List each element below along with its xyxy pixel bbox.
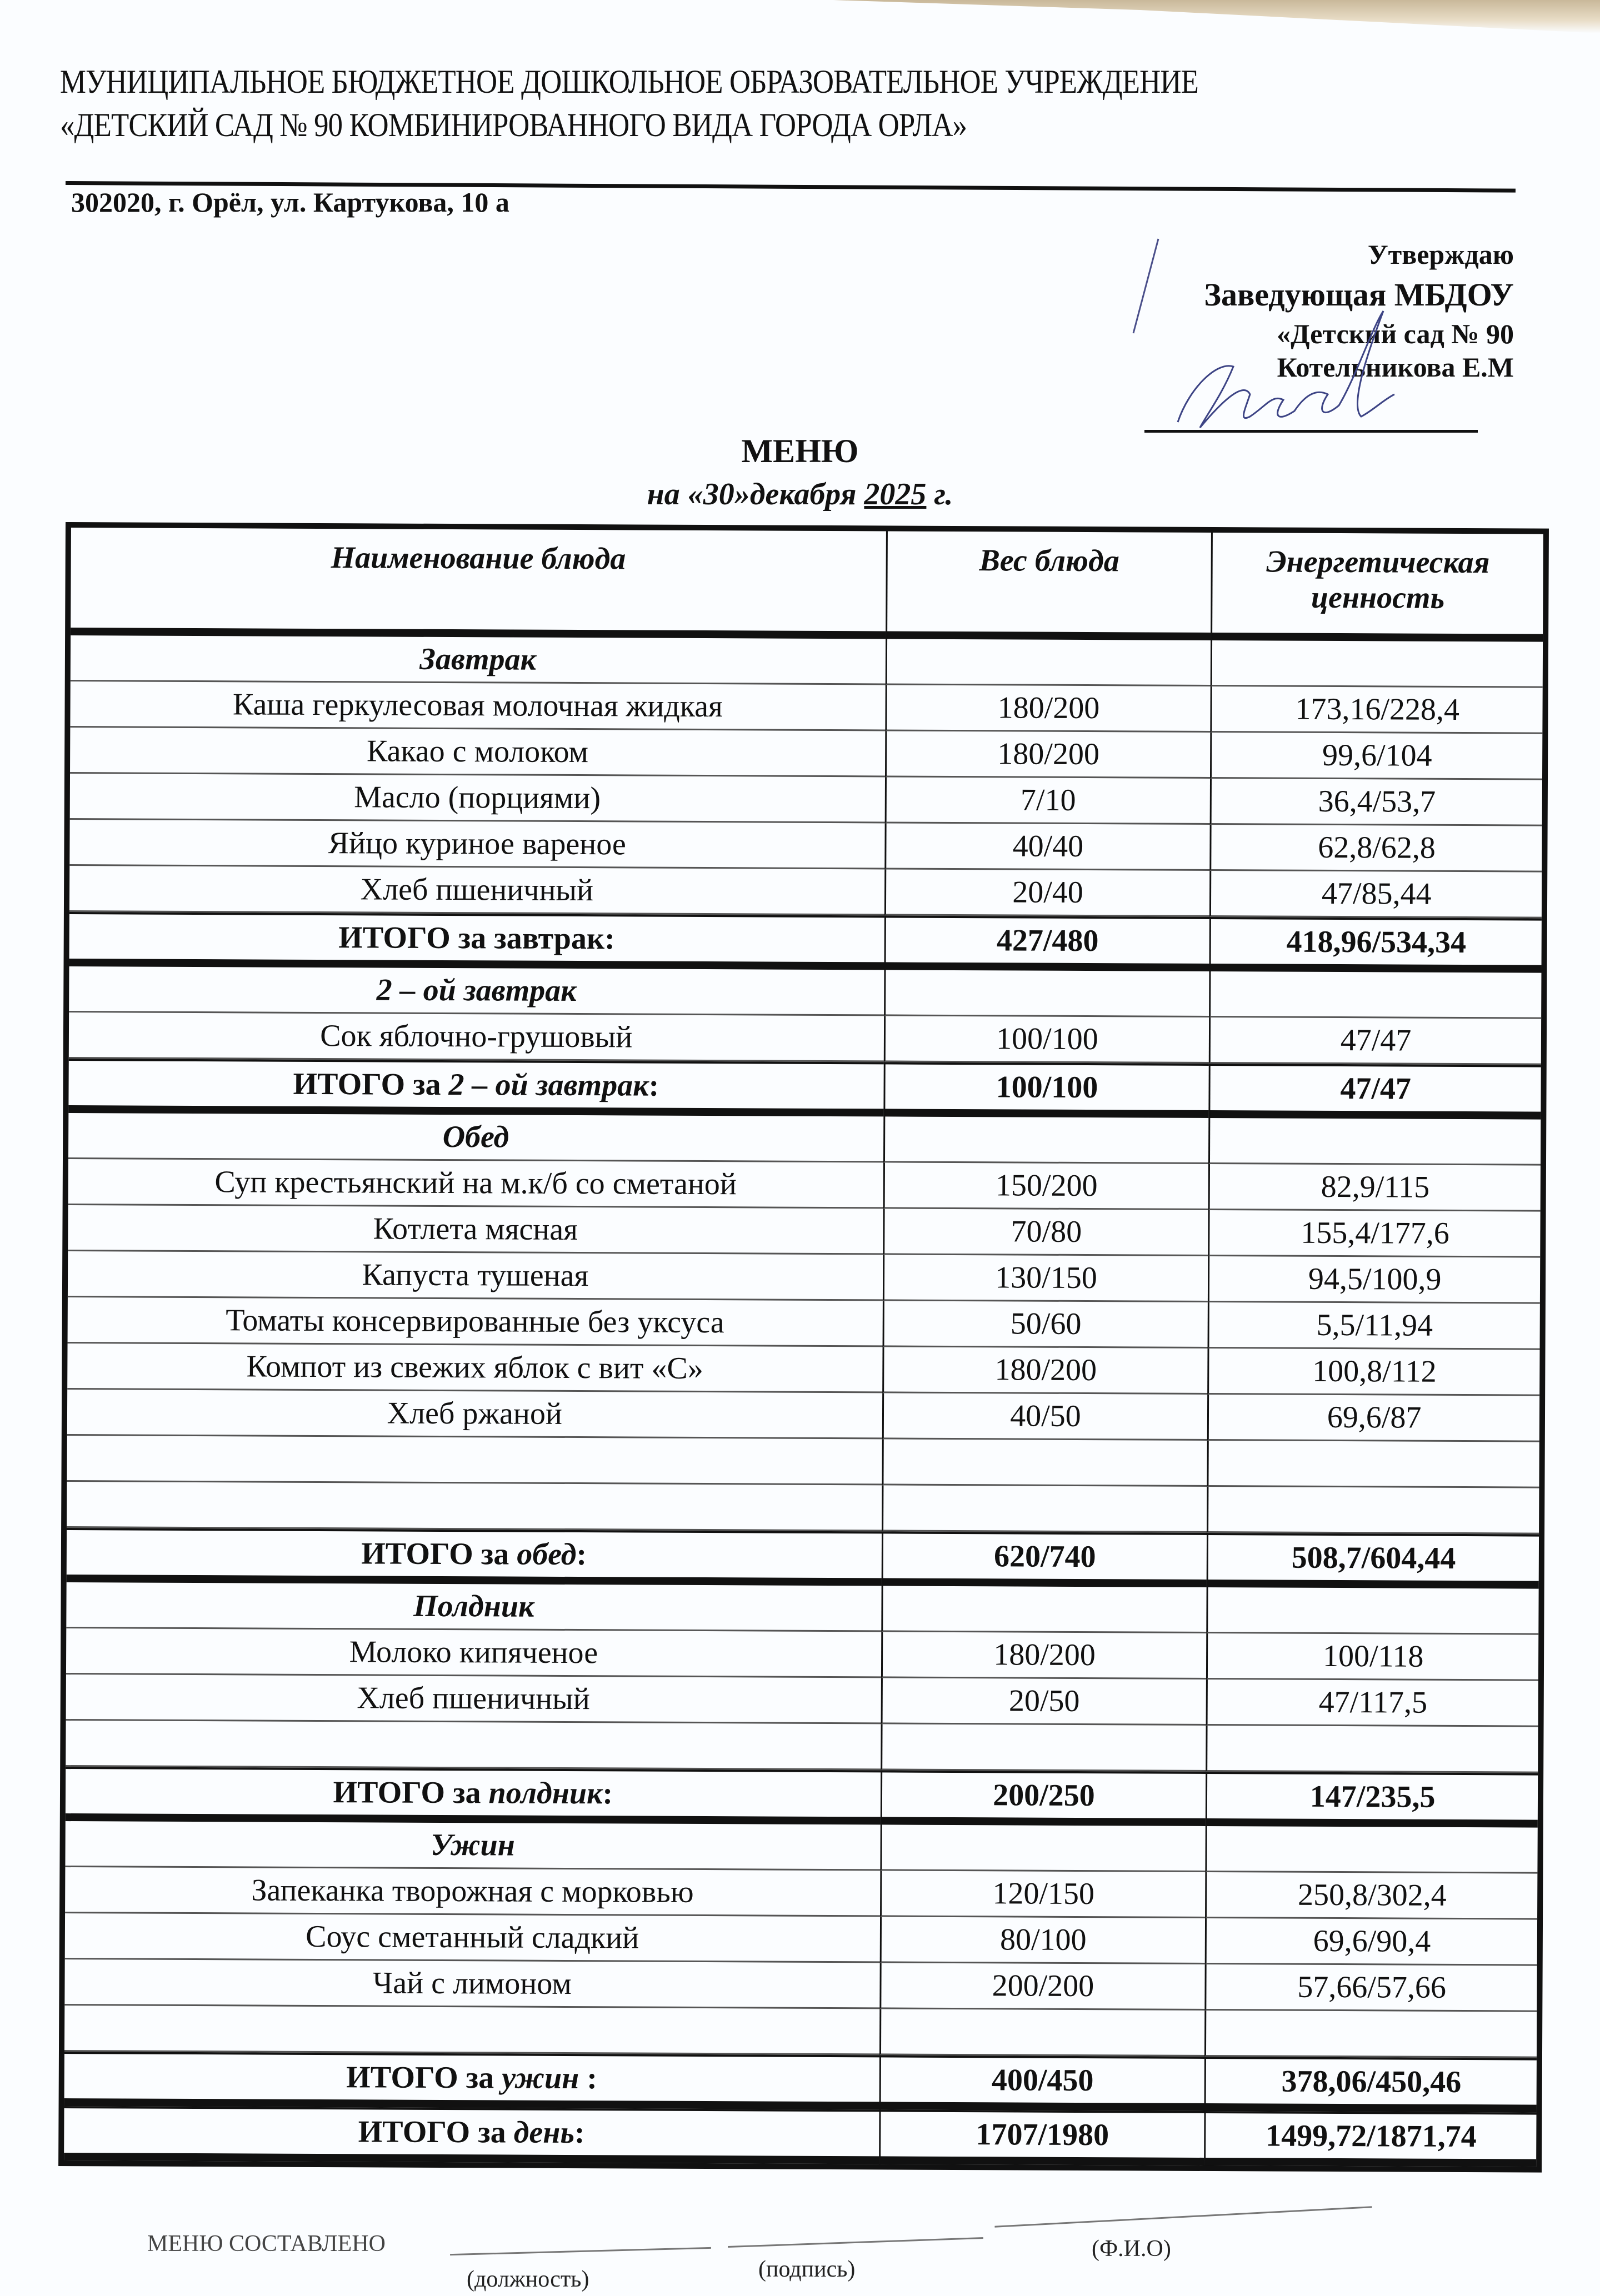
dish-energy: 69,6/90,4 xyxy=(1205,1918,1537,1966)
date-year: 2025 xyxy=(864,477,927,512)
dish-weight: 7/10 xyxy=(884,777,1210,825)
section-weight-empty xyxy=(883,1116,1209,1164)
dish-name: Чай с лимоном xyxy=(64,1959,879,2009)
dish-weight: 50/60 xyxy=(882,1301,1208,1348)
total-energy: 47/47 xyxy=(1209,1064,1541,1120)
dish-energy: 155,4/177,6 xyxy=(1208,1210,1541,1258)
section-total-row xyxy=(68,1059,1541,1120)
dish-weight: 20/40 xyxy=(884,869,1210,917)
total-weight: 427/480 xyxy=(884,915,1209,971)
total-label-meal: ужин xyxy=(502,2061,579,2096)
table-row xyxy=(68,1251,1540,1304)
dish-weight: 150/200 xyxy=(883,1162,1208,1210)
total-energy: 418,96/534,34 xyxy=(1209,917,1542,973)
column-header-weight: Вес блюда xyxy=(886,531,1212,640)
total-weight: 400/450 xyxy=(879,2055,1204,2111)
menu-table-body xyxy=(64,635,1543,2167)
section-title: Ужин xyxy=(65,1821,880,1871)
dish-name: Сок яблочно-грушовый xyxy=(69,1012,884,1062)
table-row xyxy=(66,1628,1538,1681)
day-total-meal: день xyxy=(513,2115,575,2150)
table-row xyxy=(66,1675,1538,1727)
background-wood-edge xyxy=(833,0,1600,33)
section-weight-empty xyxy=(885,639,1211,686)
section-header-row xyxy=(69,966,1541,1019)
total-weight: 200/250 xyxy=(880,1770,1206,1826)
section-energy-empty xyxy=(1209,971,1541,1019)
table-row xyxy=(68,1205,1540,1258)
section-title: Полдник xyxy=(66,1582,881,1632)
signature-field-line xyxy=(728,2237,983,2248)
section-title: 2 – ой завтрак xyxy=(69,966,884,1016)
dish-name: Суп крестьянский на м.к/б со сметаной xyxy=(68,1159,883,1209)
total-label-meal: обед xyxy=(517,1537,577,1572)
approval-line-4: Котельникова Е.М xyxy=(1277,352,1514,383)
organization-line-1: МУНИЦИПАЛЬНОЕ БЮДЖЕТНОЕ ДОШКОЛЬНОЕ ОБРАЗОВАТЕЛЬНОЕ УЧРЕЖДЕНИЕ xyxy=(60,63,1198,100)
organization-name xyxy=(60,60,1331,147)
dish-energy xyxy=(1207,1441,1539,1488)
dish-weight xyxy=(881,1724,1206,1772)
section-title: Завтрак xyxy=(71,635,886,685)
dish-weight: 130/150 xyxy=(883,1255,1208,1302)
dish-name: Томаты консервированные без уксуса xyxy=(68,1297,883,1347)
dish-energy xyxy=(1206,1726,1538,1773)
total-label-meal: полдник xyxy=(488,1776,603,1811)
total-weight: 100/100 xyxy=(883,1062,1209,1118)
table-row xyxy=(69,1012,1541,1065)
total-label-prefix: ИТОГО за xyxy=(333,1775,489,1811)
dish-weight: 20/50 xyxy=(881,1678,1206,1726)
table-row xyxy=(69,866,1542,919)
dish-energy: 62,8/62,8 xyxy=(1210,825,1542,873)
table-row xyxy=(67,1390,1539,1442)
section-total-row xyxy=(64,2052,1537,2113)
table-row xyxy=(68,1297,1540,1350)
total-energy: 508,7/604,44 xyxy=(1207,1533,1539,1589)
table-row xyxy=(70,774,1542,826)
dish-name: Компот из свежих яблок с вит «С» xyxy=(67,1343,882,1393)
section-header-row xyxy=(66,1582,1538,1635)
section-total-row xyxy=(69,912,1542,973)
dish-name: Котлета мясная xyxy=(68,1205,883,1255)
total-label xyxy=(68,1059,883,1116)
total-label xyxy=(69,912,884,970)
dish-energy: 36,4/53,7 xyxy=(1210,779,1542,826)
day-total-weight: 1707/1980 xyxy=(879,2109,1204,2165)
organization-line-2: «ДЕТСКИЙ САД № 90 КОМБИНИРОВАННОГО ВИДА ГОРОДА ОРЛА» xyxy=(60,107,967,143)
dish-name: Яйцо куриное вареное xyxy=(69,820,884,869)
dish-name: Какао с молоком xyxy=(70,728,885,777)
dish-energy: 57,66/57,66 xyxy=(1205,1964,1537,2012)
document-title: МЕНЮ xyxy=(741,433,859,469)
approval-line-2: Заведующая МБДОУ xyxy=(1204,277,1514,313)
table-row xyxy=(70,681,1542,734)
table-row xyxy=(68,1159,1541,1212)
dish-energy: 100/118 xyxy=(1206,1633,1538,1681)
total-label-meal: 2 – ой завтрак xyxy=(448,1067,649,1103)
total-label-prefix: ИТОГО за xyxy=(293,1066,449,1102)
position-caption: (должность) xyxy=(467,2267,589,2292)
dish-energy: 82,9/115 xyxy=(1208,1164,1541,1212)
total-label xyxy=(67,1528,882,1586)
address: 302020, г. Орёл, ул. Картукова, 10 а xyxy=(71,187,509,218)
section-energy-empty xyxy=(1206,1826,1538,1874)
section-title: Обед xyxy=(68,1113,883,1162)
section-header-row xyxy=(68,1113,1541,1166)
total-label-meal: завтрак xyxy=(494,921,605,956)
dish-weight: 70/80 xyxy=(883,1209,1208,1256)
section-total-row xyxy=(66,1767,1538,1828)
dish-energy: 47/117,5 xyxy=(1206,1680,1538,1727)
dish-energy xyxy=(1204,2011,1537,2058)
dish-weight: 120/150 xyxy=(880,1871,1206,1918)
dish-energy: 69,6/87 xyxy=(1207,1395,1539,1442)
dish-name: Хлеб пшеничный xyxy=(66,1675,881,1724)
position-line xyxy=(450,2247,711,2255)
dish-name: Хлеб ржаной xyxy=(67,1390,882,1439)
dish-name xyxy=(64,2006,879,2055)
menu-table xyxy=(58,522,1549,2173)
section-energy-empty xyxy=(1207,1587,1539,1635)
total-label-suffix: : xyxy=(579,2061,598,2096)
section-energy-empty xyxy=(1211,640,1543,688)
dish-energy: 47/47 xyxy=(1209,1017,1541,1065)
section-header-row xyxy=(65,1821,1537,1874)
table-row xyxy=(67,1436,1539,1488)
dish-weight: 80/100 xyxy=(879,1917,1205,1964)
day-total-energy: 1499,72/1871,74 xyxy=(1204,2111,1536,2167)
dish-weight: 180/200 xyxy=(885,685,1211,733)
dish-weight: 200/200 xyxy=(879,1963,1205,2011)
total-energy: 147/235,5 xyxy=(1206,1772,1538,1828)
dish-name: Запеканка творожная с морковью xyxy=(65,1867,880,1917)
day-total-row xyxy=(64,2106,1536,2167)
dish-weight xyxy=(879,2009,1205,2057)
date-prefix: на «30»декабря xyxy=(647,477,864,512)
approval-line-1: Утверждаю xyxy=(1367,239,1514,270)
total-weight: 620/740 xyxy=(881,1531,1207,1587)
approval-line-3: «Детский сад № 90 xyxy=(1277,318,1514,349)
section-energy-empty xyxy=(1208,1118,1541,1166)
section-total-row xyxy=(67,1528,1539,1589)
dish-energy: 47/85,44 xyxy=(1209,871,1542,919)
total-label xyxy=(66,1767,881,1824)
table-row xyxy=(64,2006,1537,2058)
section-weight-empty xyxy=(884,970,1209,1017)
date-suffix: г. xyxy=(926,477,953,512)
dish-name: Капуста тушеная xyxy=(68,1251,883,1301)
table-row xyxy=(64,1959,1537,2012)
day-total-label xyxy=(64,2106,879,2164)
total-label xyxy=(64,2052,879,2109)
column-header-energy: Энергетическая ценность xyxy=(1211,533,1543,642)
dish-name: Каша геркулесовая молочная жидкая xyxy=(70,681,885,731)
dish-energy: 100,8/112 xyxy=(1207,1348,1539,1396)
dish-weight: 180/200 xyxy=(882,1347,1208,1395)
total-label-suffix: : xyxy=(648,1068,659,1103)
day-total-prefix: ИТОГО за xyxy=(358,2114,514,2150)
total-label-prefix: ИТОГО за xyxy=(361,1536,517,1572)
dish-weight: 180/200 xyxy=(885,731,1211,779)
table-row xyxy=(66,1721,1538,1773)
total-energy: 378,06/450,46 xyxy=(1204,2057,1537,2113)
table-row xyxy=(65,1867,1537,1920)
menu-date xyxy=(0,477,1600,512)
table-row xyxy=(70,728,1542,780)
table-row xyxy=(69,820,1542,873)
day-total-suffix: : xyxy=(574,2115,585,2150)
dish-energy: 99,6/104 xyxy=(1210,733,1542,780)
menu-compiled-label: МЕНЮ СОСТАВЛЕНО xyxy=(147,2231,386,2257)
dish-name: Молоко кипяченое xyxy=(66,1628,881,1678)
dish-energy: 5,5/11,94 xyxy=(1208,1302,1540,1350)
section-weight-empty xyxy=(880,1824,1206,1872)
total-label-prefix: ИТОГО за xyxy=(338,920,494,956)
signature-icon xyxy=(1106,228,1494,439)
name-caption: (Ф.И.О) xyxy=(1092,2236,1171,2262)
dish-weight: 40/50 xyxy=(882,1393,1207,1441)
name-line xyxy=(994,2206,1372,2228)
total-label-suffix: : xyxy=(602,1776,613,1811)
dish-energy: 173,16/228,4 xyxy=(1211,686,1543,734)
dish-name xyxy=(67,1436,882,1485)
dish-energy: 250,8/302,4 xyxy=(1205,1872,1537,1920)
dish-weight xyxy=(882,1439,1207,1487)
dish-energy xyxy=(1207,1487,1539,1535)
table-row xyxy=(67,1343,1539,1396)
dish-name: Хлеб пшеничный xyxy=(69,866,884,915)
total-label-prefix: ИТОГО за xyxy=(346,2060,502,2096)
table-row xyxy=(65,1913,1537,1966)
total-label-suffix: : xyxy=(604,921,615,956)
table-header-row xyxy=(71,528,1543,642)
dish-weight: 100/100 xyxy=(883,1016,1209,1064)
table-row xyxy=(67,1482,1539,1535)
dish-weight: 180/200 xyxy=(881,1632,1207,1680)
dish-weight xyxy=(882,1485,1207,1533)
section-header-row xyxy=(71,635,1543,688)
total-label-suffix: : xyxy=(576,1537,587,1572)
section-weight-empty xyxy=(881,1586,1207,1633)
dish-name xyxy=(67,1482,882,1531)
dish-weight: 40/40 xyxy=(884,823,1210,871)
dish-name: Масло (порциями) xyxy=(70,774,885,823)
dish-name xyxy=(66,1721,881,1770)
dish-name: Соус сметанный сладкий xyxy=(65,1913,880,1963)
signature-caption: (подпись) xyxy=(758,2257,856,2282)
column-header-dish: Наименование блюда xyxy=(71,528,886,639)
dish-energy: 94,5/100,9 xyxy=(1208,1256,1540,1304)
